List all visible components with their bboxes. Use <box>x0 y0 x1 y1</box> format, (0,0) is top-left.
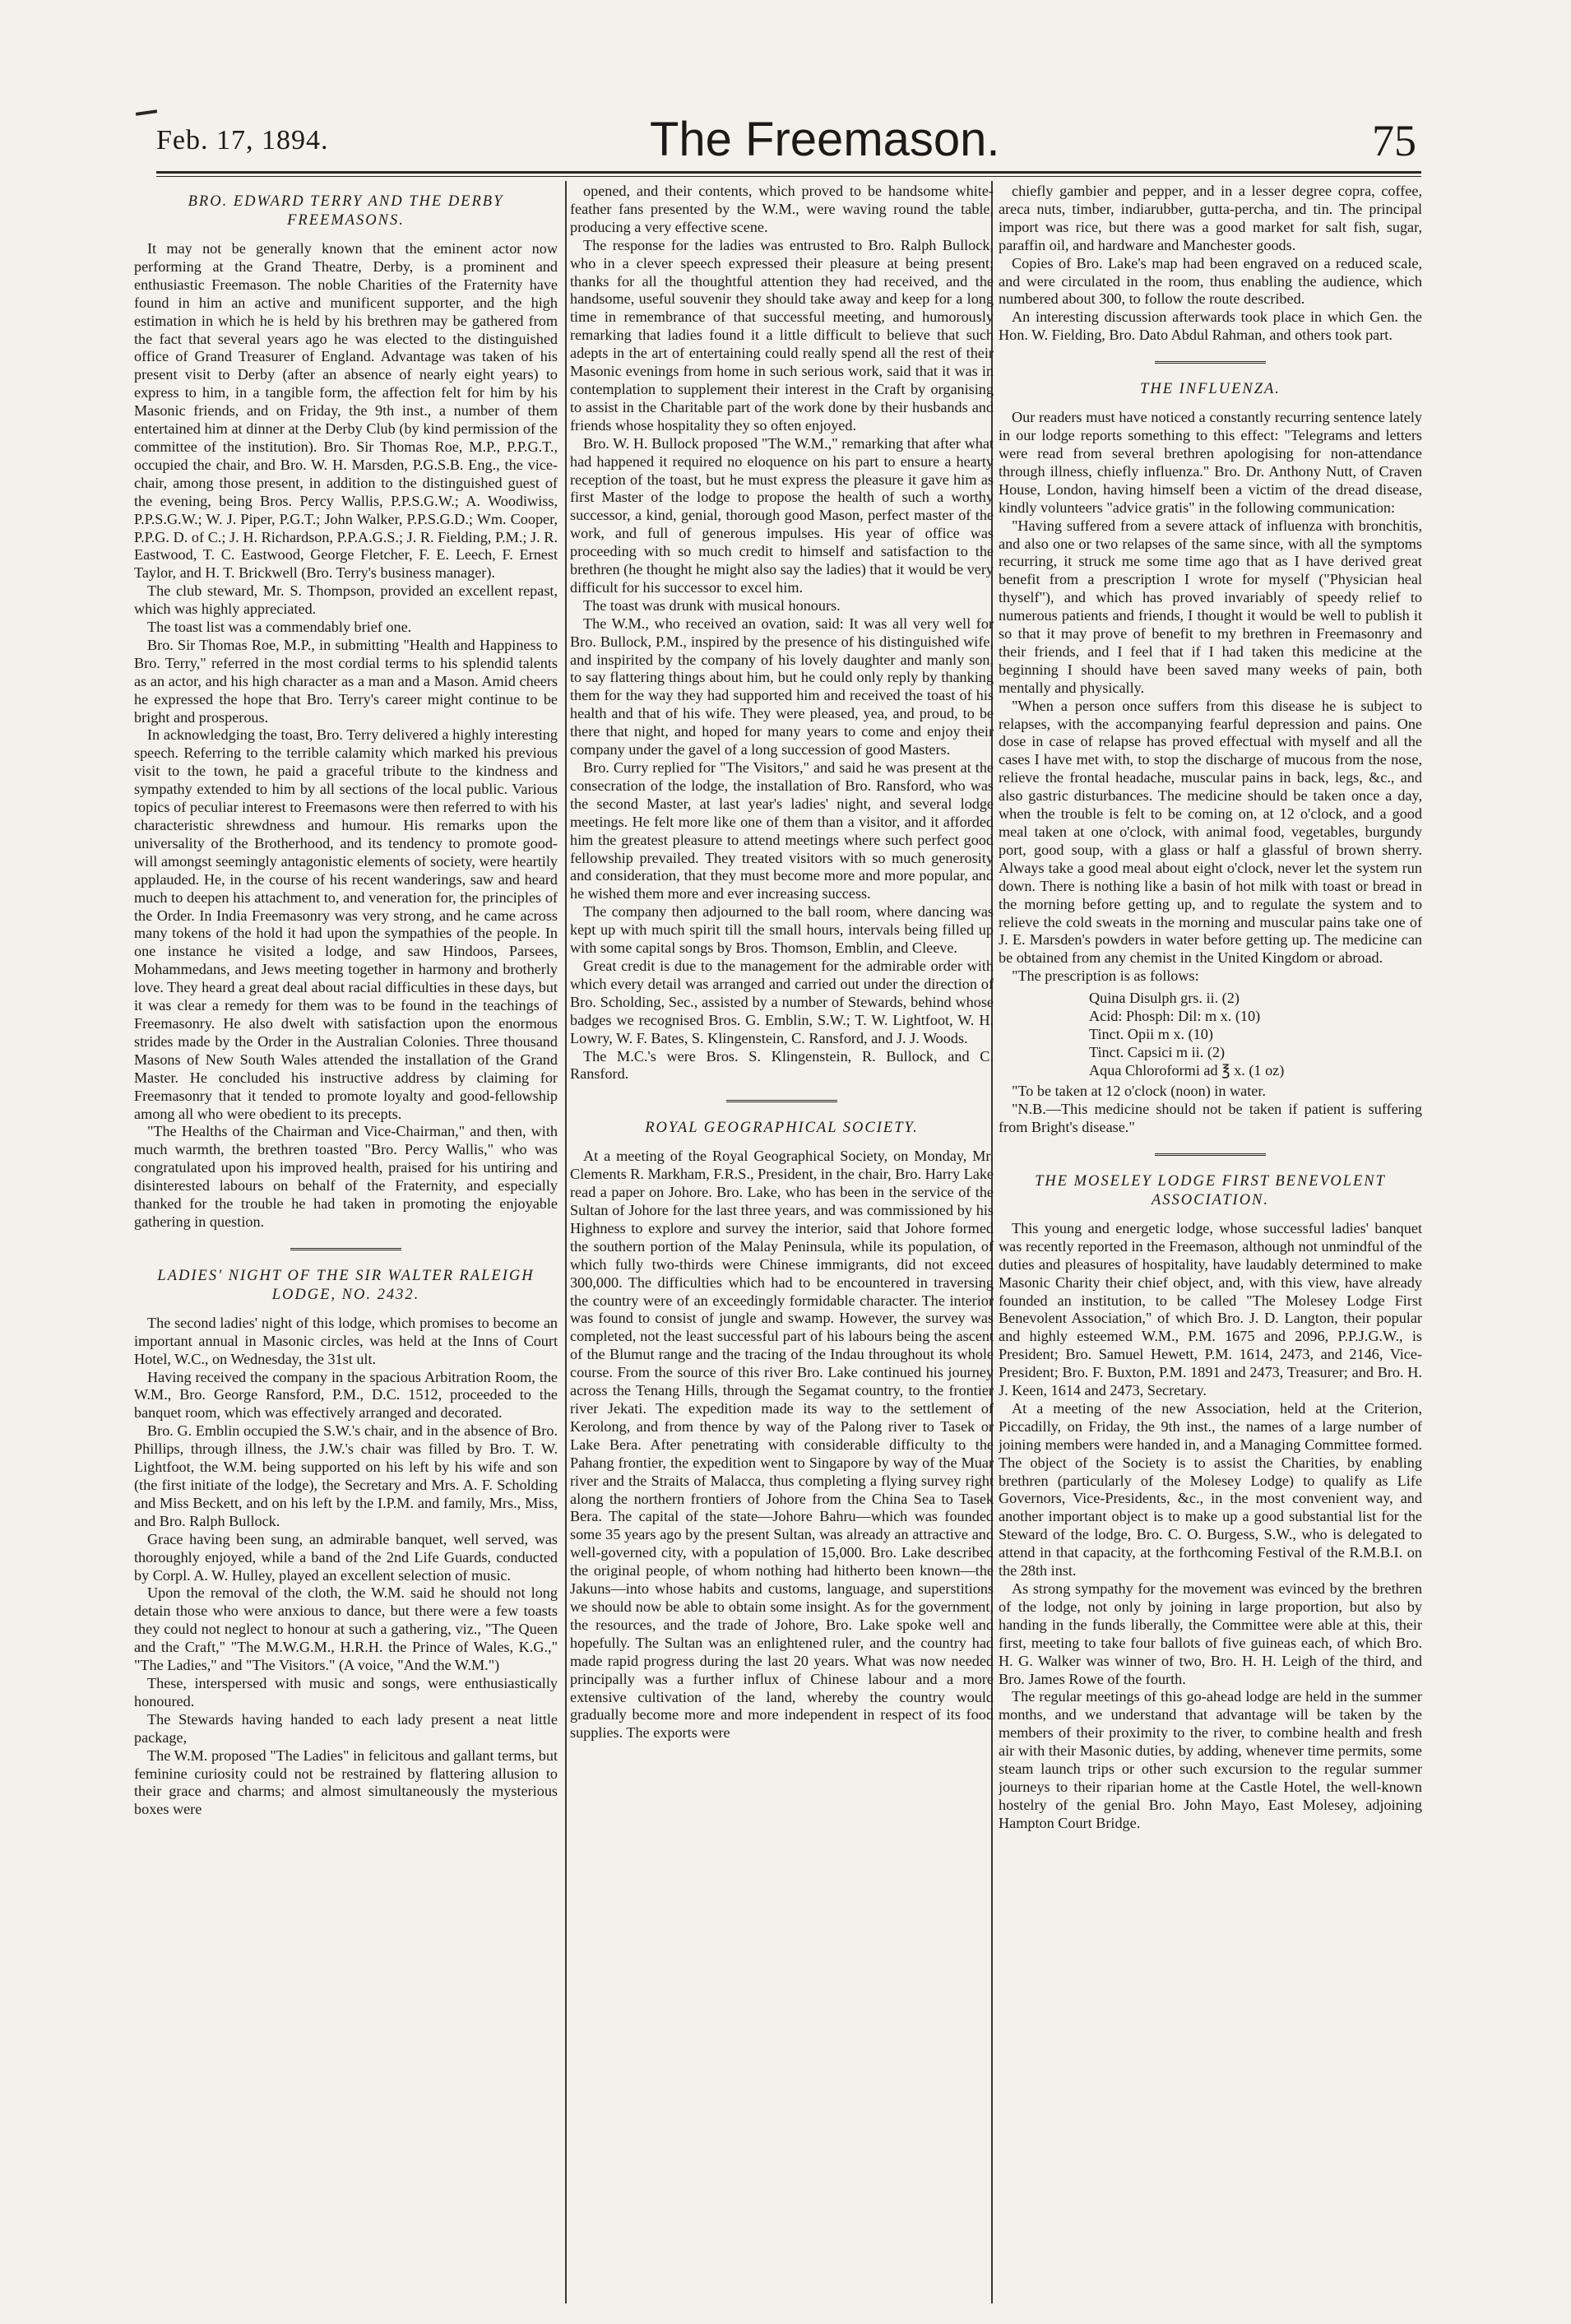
paragraph: In acknowledging the toast, Bro. Terry delivered a highly interesting speech. Referring to the terrible calamity which marked his previous visit to the town, he paid a graceful tribute to the kindness and sympathy extended to him by all sections of the local public. Various topics of peculiar interest to Freemasons were then referred to with his characteristic shrewdness and humour. His remarks upon the universality of the Brotherhood, and its tendency to promote good-will amongst seemingly antagonistic elements of society, were heartily applauded. He, in the course of his recent wanderings, saw and heard much to deepen his attachment to, and veneration for, the principles of the Order. In India Freemasonry was very strong, and he came across many tokens of the hold it had upon the sympathies of the people. In one instance he visited a lodge, and saw Hindoos, Parsees, Mohammedans, and Jews meeting together in harmony and brotherly love. They heard a great deal about racial difficulties in these days, but it was clear a remedy for them was to be found in the teachings of Freemasonry. He also dwelt with satisfaction upon the enormous strides made by the Order in the Australian Colonies. Three thousand Masons of New South Wales attended the installation of the Grand Master. He concluded his instructive address by claiming for Freemasonry that it tended to promote loyalty and good-fellowship among all who were obedient to its precepts. <box>134 726 558 1122</box>
paragraph: It may not be generally known that the eminent actor now performing at the Grand Theatre, Derby, is a prominent and enthusiastic Freemason. The noble Charities of the Fraternity have found in him an active and munificent supporter, and the high estimation in which he is held by his brethren may be gathered from the fact that several years ago he was elected to the distinguished office of Grand Treasurer of England. Advantage was taken of his present visit to Derby (after an absence of nearly eight years) to express to him, in a tangible form, the affection felt for him by his Masonic friends, and on Friday, the 9th inst., a number of them entertained him at dinner at the Derby Club (by kind permission of the committee of the institution). Bro. Sir Thomas Roe, M.P., P.P.G.T., occupied the chair, and Bro. W. H. Marsden, P.G.S.B. Eng., the vice-chair, among those present, in addition to the distinguished guest of the evening, being Bros. Percy Wallis, P.P.S.G.W.; A. Woodiwiss, P.P.S.G.W.; W. J. Piper, P.G.T.; John Walker, P.P.S.G.D.; Wm. Cooper, P.P.G. D. of C.; J. H. Richardson, P.P.A.G.S.; J. R. Fielding, P.M.; J. R. Eastwood, T. C. Eastwood, George Fletcher, F. E. Leech, F. Ernest Taylor, and H. T. Brickwell (Bro. Terry's business manager). <box>134 240 558 582</box>
paragraph: The toast list was a commendably brief one. <box>147 619 412 636</box>
paragraph: Bro. G. Emblin occupied the S.W.'s chair, and in the absence of Bro. Phillips, through illness, the J.W.'s chair was filled by Bro. T. W. Lightfoot, the W.M. being supported on his left by his wife and son (the first initiate of the lodge), the Secretary and Mrs. A. F. Scholding and Miss Beckett, and on his left by the I.P.M. and family, Mrs., Miss, and Bro. Ralph Bullock. <box>134 1422 558 1529</box>
paragraph: The response for the ladies was entrusted to Bro. Ralph Bullock, who in a clever speech expressed their pleasure at being present; thanks for all the thoughtful attention they had received, and the handsome, useful souvenir they should take away and keep for a long time in remembrance of that successful meeting, and humorously remarking that ladies found it a little difficult to believe that such adepts in the art of entertaining could really spend all the rest of their Masonic evenings from home in such serious work, said that it was in contemplation to supplement their interest in the Craft by organising to assist in the Charitable part of the work done by their husbands and friends whose hospitality they so often enjoyed. <box>570 236 994 434</box>
prescription-line: Tinct. Capsici m ii. (2) <box>1089 1044 1226 1061</box>
paragraph: Bro. Curry replied for "The Visitors," and said he was present at the consecration of the lodge, the installation of Bro. Ransford, who was the second Master, at last year's ladies' night, and several lodge meetings. He felt more like one of them than a visitor, and it afforded him the greatest pleasure to attend meetings where such perfect good fellowship prevailed. They treated visitors with so much generosity and consideration, that they must become more and more popular, and he wished them more and ever increasing success. <box>570 759 994 902</box>
paragraph: The regular meetings of this go-ahead lodge are held in the summer months, and we understand that advantage will be taken by the members of their proximity to the river, to combine health and fresh air with their Masonic duties, by adding, whenever time permits, some steam launch trips or other such excursion to the regular summer journeys to their riparian home at the Castle Hotel, the well-known hostelry of the genial Bro. John Mayo, East Molesey, adjoining Hampton Court Bridge. <box>999 1688 1422 1831</box>
paragraph: The club steward, Mr. S. Thompson, provided an excellent repast, which was highly appreciated. <box>134 582 558 618</box>
section-divider <box>290 1248 401 1252</box>
paragraph: The toast was drunk with musical honours. <box>583 596 841 614</box>
paragraph: Having received the company in the spacious Arbitration Room, the W.M., Bro. George Ransford, P.M., D.C. 1512, proceeded to the banquet room, which was effectively arranged and decorated. <box>134 1368 558 1422</box>
paragraph: chiefly gambier and pepper, and in a lesser degree copra, coffee, areca nuts, timber, indiarubber, gutta-percha, and tin. The principal import was rice, but there was a good market for salt fish, sugar, paraffin oil, and hardware and Manchester goods. <box>999 183 1422 253</box>
paragraph: The Stewards having handed to each lady present a neat little package, <box>134 1710 558 1746</box>
paragraph: The M.C.'s were Bros. S. Klingenstein, R. Bullock, and C. Ransford. <box>570 1047 994 1083</box>
paragraph: "Having suffered from a severe attack of influenza with bronchitis, and also one or two relapses of the same since, with all the symptoms recurring, it struck me some time ago that as I have derived great benefit from a prescription I wrote for myself ("Physician heal thyself"), and which has proved invariably of speedy relief to numerous patients and friends, I thought it would be well to publish it so that it may prove of benefit to my brethren in Freemasonry and their friends, and I feel that if I had taken this medicine at the beginning I should have been saved many weeks of pain, both mentally and physically. <box>999 517 1422 696</box>
section-divider <box>1155 1153 1266 1157</box>
paragraph: "The Healths of the Chairman and Vice-Chairman," and then, with much warmth, the brethren toasted "Bro. Percy Wallis," who was congratulated upon his improved health, praised for his untiring and disinterested labours on behalf of the Fraternity, and especially thanked for the trouble he had taken in promoting the enjoyable gathering in question. <box>134 1123 558 1230</box>
paragraph: "When a person once suffers from this disease he is subject to relapses, with the accompanying fearful depression and pains. One dose in case of relapse has proved effectual with myself and all the cases I have met with, to stop the discharge of mucous from the nose, relieve the frontal headache, muscular pains in back, legs, &c., and also gastric disturbances. The medicine should be taken once a day, when the trouble is felt to be coming on, at 12 o'clock, and a good meal taken at one o'clock, with animal food, vegetables, burgundy port, good soup, with a glass or half a glassful of brown sherry. Always take a good meal about eight o'clock, never let the system run down. There is nothing like a basin of hot milk with toast or bread in the morning before getting up, and to regulate the system and to relieve the cold sweats in the morning and muscular pains take one of J. E. Marsden's powders in water before getting up. The medicine can be obtained from any chemist in the United Kingdom or abroad. <box>999 697 1422 967</box>
ink-mark <box>136 109 157 116</box>
section-divider <box>1155 361 1266 365</box>
paragraph: "N.B.—This medicine should not be taken if patient is suffering from Bright's disease." <box>999 1101 1422 1135</box>
paragraph: This young and energetic lodge, whose successful ladies' banquet was recently reported in the Freemason, although not unmindful of the duties and pleasures of hospitality, have laudably determined to make Masonic Charity their chief object, and, with this view, have already founded an institution, to be called "The Molesey Lodge First Benevolent Association," of which Bro. J. D. Langton, their popular and highly esteemed W.M., P.M. 1675 and 2096, P.P.J.G.W., is President; Bro. Samuel Hewett, P.M. 1614, 2473, and 2146, Vice-President; Bro. F. Buxton, P.M. 1891 and 2473, Treasurer; and Bro. H. J. Keen, 1614 and 2473, Secretary. <box>999 1219 1422 1399</box>
article-heading: THE INFLUENZA. <box>1140 381 1281 398</box>
paragraph: "To be taken at 12 o'clock (noon) in water. <box>1012 1083 1266 1100</box>
paragraph: As strong sympathy for the movement was evinced by the brethren of the lodge, not only by joining in large proportion, but also by handing in the funds liberally, the Committee were able at this, their first, meeting to take four ballots of five guineas each, of which Bro. H. G. Walker was winner of two, Bro. H. H. Leigh of the third, and Bro. James Rowe of the fourth. <box>999 1580 1422 1687</box>
column-divider <box>565 181 567 2303</box>
article-heading: BRO. EDWARD TERRY AND THE DERBY FREEMASONS. <box>188 193 504 229</box>
column-3 <box>999 183 1422 2305</box>
paragraph: The company then adjourned to the ball room, where dancing was kept up with much spirit till the small hours, intervals being filled up with some capital songs by Bros. Thomson, Emblin, and Cleeve. <box>570 903 994 957</box>
article-heading: THE MOSELEY LODGE FIRST BENEVOLENT ASSOCIATION. <box>1035 1172 1386 1208</box>
article-heading: LADIES' NIGHT OF THE SIR WALTER RALEIGH LODGE, NO. 2432. <box>157 1267 535 1303</box>
paragraph: Bro. Sir Thomas Roe, M.P., in submitting "Health and Happiness to Bro. Terry," referred in the most cordial terms to his splendid talents as an actor, and his high character as a man and a Mason. Amid cheers he expressed the hope that Bro. Terry's career might continue to be bright and prosperous. <box>134 636 558 726</box>
header-rule-thin <box>156 176 1421 177</box>
paragraph: Copies of Bro. Lake's map had been engraved on a reduced scale, and were circulated in the room, thus enabling the audience, which numbered about 300, to follow the route described. <box>999 254 1422 308</box>
paragraph: An interesting discussion afterwards took place in which Gen. the Hon. W. Fielding, Bro. Dato Abdul Rahman, and others took part. <box>999 308 1422 344</box>
prescription-line: Quina Disulph grs. ii. (2) <box>1089 990 1240 1007</box>
issue-date: Feb. 17, 1894. <box>156 125 329 155</box>
paragraph: At a meeting of the Royal Geographical Society, on Monday, Mr. Clements R. Markham, F.R.S., President, in the chair, Bro. Harry Lake read a paper on Johore. Bro. Lake, who has been in the service of the Sultan of Johore for the last three years, and was commissioned by his Highness to explore and survey the interior, said that Johore formed the southern portion of the Malay Peninsula, while its population, of which fully two-thirds were Chinese immigrants, did not exceed 300,000. The difficulties which had to be encountered in traversing the country were of an exceedingly formidable character. The interior was found to consist of jungle and swamp. However, the survey was completed, not the least successful part of his labours being the ascent of the Blumut range and the tracing of the Indau throughout its whole course. From the source of this river Bro. Lake continued his journey across the Tenang Hills, through the Segamat country, to the frontier river Jekati. The expedition made its way to the settlement of Kerolong, and from thence by way of the Palong river to Tasek or Lake Bera. After penetrating with considerable difficulty to the Pahang frontier, the expedition went to Singapore by way of the Muar river and the Straits of Malacca, thus completing a flying survey right along the northern frontiers of Johore from the China Sea to Tasek Bera. The capital of the state—Johore Bahru—which was founded some 35 years ago by the present Sultan, was already an attractive and well-governed city, with a population of 15,000. Bro. Lake described the original people, of whom nothing had hitherto been known—the Jakuns—into whose habits and customs, language, and superstitions we should now be able to obtain some insight. As for the government, the resources, and the trade of Johore, Bro. Lake spoke well and hopefully. The Sultan was an enlightened ruler, and the country had made rapid progress during the last 20 years. What was now needed principally was a further influx of Chinese labour and a more extensive cultivation of the land, whereby the country would gradually become more and more independent in respect of its food supplies. The exports were <box>570 1148 994 1742</box>
paragraph: At a meeting of the new Association, held at the Criterion, Piccadilly, on Friday, the 9th inst., the names of a large number of joining members were handed in, and a Managing Committee formed. The object of the Society is to assist the Charities, by enabling brethren (particularly of the Molesey Lodge) to qualify as Life Governors, Vice-Presidents, &c., in the most convenient way, and another important object is to make up a good substantial list for the Steward of the lodge, Bro. C. O. Burgess, S.W., who is delegated to attend in that capacity, at the forthcoming Festival of the R.M.B.I. on the 28th inst. <box>999 1399 1422 1579</box>
paragraph: Great credit is due to the management for the admirable order with which every detail was arranged and carried out under the direction of Bro. Scholding, Sec., assisted by a number of Stewards, behind whose badges we recognised Bros. G. Emblin, S.W.; T. W. Lightfoot, W. H. Lowry, W. F. Bates, S. Klingenstein, C. Ransford, and J. J. Woods. <box>570 957 994 1046</box>
paragraph: "The prescription is as follows: <box>1012 967 1199 985</box>
section-divider <box>726 1100 837 1104</box>
page-number: 75 <box>1372 116 1416 165</box>
paragraph: Grace having been sung, an admirable banquet, well served, was thoroughly enjoyed, while a band of the 2nd Life Guards, conducted by Corpl. A. W. Hulley, played an excellent selection of music. <box>134 1530 558 1584</box>
paragraph: The second ladies' night of this lodge, which promises to become an important annual in Masonic circles, was held at the Inns of Court Hotel, W.C., on Wednesday, the 31st ult. <box>134 1314 558 1367</box>
paragraph: opened, and their contents, which proved to be handsome white-feather fans presented by the W.M., were waving round the table, producing a very effective scene. <box>570 183 994 235</box>
prescription-line: Aqua Chloroformi ad ℥ x. (1 oz) <box>1089 1062 1285 1079</box>
prescription-list <box>1089 989 1422 1079</box>
paragraph: Upon the removal of the cloth, the W.M. said he should not long detain those who were anxious to dance, but there were a few toasts they could not neglect to honour at such a gathering, viz., "The Queen and the Craft," "The M.W.G.M., H.R.H. the Prince of Wales, K.G.," "The Ladies," and "The Visitors." (A voice, "And the W.M.") <box>134 1584 558 1674</box>
paragraph: The W.M., who received an ovation, said: It was all very well for Bro. Bullock, P.M., inspired by the presence of his distinguished wife, and inspirited by the company of his lovely daughter and manly son, to say flattering things about him, but he could only reply by thanking them for the way they had supported him and received the toast of his health and that of his wife. They were pleased, yea, and proud, to be there that night, and hoped for many years to come and enjoy their company under the gavel of a long succession of good Masters. <box>570 615 994 758</box>
masthead-title: The Freemason. <box>650 113 1000 166</box>
paragraph: The W.M. proposed "The Ladies" in felicitous and gallant terms, but feminine curiosity could not be restrained by flattering allusion to their grace and charms; and almost simultaneously the mysterious boxes were <box>134 1746 558 1818</box>
article-heading: ROYAL GEOGRAPHICAL SOCIETY. <box>645 1120 919 1137</box>
paragraph: Bro. W. H. Bullock proposed "The W.M.," remarking that after what had happened it required no eloquence on his part to ensure a hearty reception of the toast, but he must express the pleasure it gave him as first Master of the lodge to propose the health of such a worthy successor, a kind, genial, thorough good Mason, perfect master of the work, and full of generous impulses. His year of office was proceeding with so much credit to himself and satisfaction to the brethren (he thought he might also say the ladies) that it would be very difficult for his successor to excel him. <box>570 434 994 596</box>
prescription-line: Acid: Phosph: Dil: m x. (10) <box>1089 1008 1261 1025</box>
column-2 <box>570 183 994 2305</box>
paragraph: These, interspersed with music and songs, were enthusiastically honoured. <box>134 1674 558 1709</box>
prescription-line: Tinct. Opii m x. (10) <box>1089 1026 1213 1043</box>
header-rule <box>156 171 1421 174</box>
paragraph: Our readers must have noticed a constantly recurring sentence lately in our lodge reports something to this effect: "Telegrams and letters were read from several brethren apologising for non-attendance through illness, chiefly influenza." Bro. Dr. Anthony Nutt, of Craven House, London, having himself been a victim of the dread disease, kindly volunteers "advice gratis" in the following communication: <box>999 409 1422 516</box>
column-1 <box>134 183 558 2305</box>
